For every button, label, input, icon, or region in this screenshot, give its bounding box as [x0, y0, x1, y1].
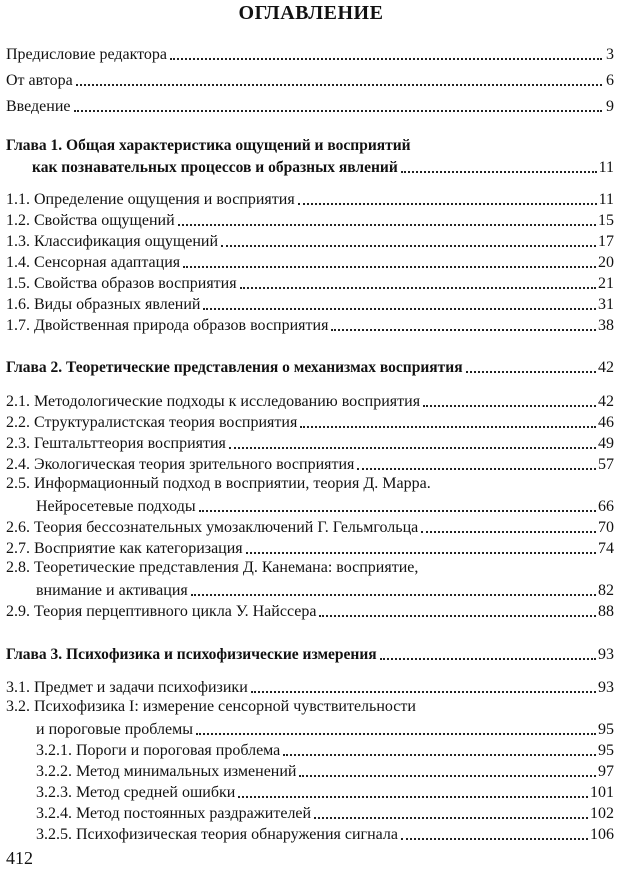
entry-title: 1.1. Определение ощущения и восприятия: [6, 191, 295, 208]
toc-entry: [36, 738, 614, 760]
entry-page: 97: [598, 763, 614, 780]
leader-dots: [300, 425, 596, 428]
toc-entry: [6, 68, 614, 90]
toc-entry: [6, 250, 614, 272]
entry-title: 1.5. Свойства образов восприятия: [6, 275, 237, 292]
entry-page: 20: [598, 254, 614, 271]
toc-entry: [6, 431, 614, 453]
page-number: 412: [6, 848, 33, 868]
entry-page: 82: [598, 582, 614, 599]
toc-entry: [36, 801, 614, 823]
entry-title: От автора: [6, 72, 73, 89]
toc-entry: [36, 759, 614, 781]
leader-dots: [196, 732, 596, 735]
entry-page: 88: [598, 603, 614, 620]
entry-page: 21: [598, 275, 614, 292]
entry-title: 3.1. Предмет и задачи психофизики: [6, 679, 248, 696]
leader-dots: [191, 593, 596, 596]
entry-title: 2.4. Экологическая теория зрительного восприятия: [6, 456, 355, 473]
entry-title: Нейросетевые подходы: [36, 498, 196, 515]
entry-page: 46: [598, 414, 614, 431]
toc-entry: [6, 515, 614, 537]
entry-title: 3.2.2. Метод минимальных изменений: [36, 763, 297, 780]
toc-entry: [36, 780, 614, 802]
leader-dots: [314, 816, 588, 819]
entry-page: 74: [598, 540, 614, 557]
entry-title: 3.2.1. Пороги и пороговая проблема: [36, 742, 281, 759]
entry-title: 1.3. Классификация ощущений: [6, 233, 218, 250]
entry-page: 11: [598, 191, 614, 208]
entry-title: и пороговые проблемы: [36, 721, 193, 738]
leader-dots: [76, 83, 602, 86]
entry-page: 66: [598, 498, 614, 515]
toc-entry: [36, 578, 614, 600]
toc-entry: [6, 292, 614, 314]
entry-page: 15: [598, 212, 614, 229]
toc-entry: [6, 536, 614, 558]
leader-dots: [238, 795, 588, 798]
entry-title: Глава 3. Психофизика и психофизические измерения: [6, 646, 377, 663]
toc-entry: [6, 208, 614, 230]
leader-dots: [331, 328, 596, 331]
entry-title: как познавательных процессов и образных явлений: [32, 159, 398, 176]
leader-dots: [357, 467, 596, 470]
entry-title: 1.2. Свойства ощущений: [6, 212, 175, 229]
leader-dots: [421, 530, 596, 533]
leader-dots: [380, 657, 596, 660]
toc-entry: [6, 675, 614, 697]
leader-dots: [299, 774, 596, 777]
entry-page: 17: [598, 233, 614, 250]
chapter-2-heading: [6, 355, 614, 377]
toc-entry: [6, 410, 614, 432]
leader-dots: [170, 57, 602, 60]
leader-dots: [199, 509, 596, 512]
page-title: ОГЛАВЛЕНИЕ: [238, 2, 384, 24]
entry-title: 2.7. Восприятие как категоризация: [6, 540, 243, 557]
entry-page: 101: [590, 784, 614, 801]
entry-3-2-line1: 3.2. Психофизика I: измерение сенсорной чувствительности: [6, 698, 416, 715]
entry-page: 95: [598, 742, 614, 759]
entry-page: 93: [598, 646, 614, 663]
toc-entry: [6, 389, 614, 411]
entry-page: 31: [598, 296, 614, 313]
toc-entry: [36, 717, 614, 739]
chapter-3-heading: [6, 642, 614, 664]
entry-page: 9: [606, 98, 614, 115]
entry-page: 106: [590, 826, 614, 843]
entry-title: 2.6. Теория бессознательных умозаключений Г. Гельмгольца: [6, 519, 419, 536]
entry-page: 42: [598, 359, 614, 376]
leader-dots: [74, 109, 603, 112]
toc-entry: [6, 452, 614, 474]
leader-dots: [423, 404, 596, 407]
leader-dots: [401, 170, 597, 173]
entry-2-8-line1: 2.8. Теоретические представления Д. Канемана: восприятие,: [6, 559, 419, 576]
toc-entry: [6, 313, 614, 335]
toc-entry: [6, 187, 614, 209]
entry-page: 6: [606, 72, 614, 89]
leader-dots: [319, 614, 596, 617]
chapter-1-heading: [32, 155, 614, 177]
entry-title: 2.2. Структуралистская теория восприятия: [6, 414, 298, 431]
toc-page: [6, 0, 616, 878]
entry-page: 38: [598, 317, 614, 334]
entry-page: 93: [598, 679, 614, 696]
entry-title: 2.9. Теория перцептивного цикла У. Найссера: [6, 603, 317, 620]
entry-page: 70: [598, 519, 614, 536]
entry-page: 57: [598, 456, 614, 473]
leader-dots: [401, 837, 588, 840]
leader-dots: [298, 202, 597, 205]
chapter-1-heading-line1: Глава 1. Общая характеристика ощущений и восприятий: [6, 137, 411, 154]
entry-title: 3.2.4. Метод постоянных раздражителей: [36, 805, 312, 822]
entry-title: 1.7. Двойственная природа образов восприятия: [6, 317, 329, 334]
leader-dots: [251, 690, 596, 693]
entry-title: 2.1. Методологические подходы к исследованию восприятия: [6, 393, 421, 410]
entry-title: Введение: [6, 98, 71, 115]
entry-page: 42: [598, 393, 614, 410]
entry-title: 1.6. Виды образных явлений: [6, 296, 201, 313]
toc-entry: [36, 822, 614, 844]
entry-page: 95: [598, 721, 614, 738]
leader-dots: [178, 223, 596, 226]
toc-entry: [6, 229, 614, 251]
leader-dots: [283, 753, 596, 756]
entry-page: 3: [606, 46, 614, 63]
entry-title: 1.4. Сенсорная адаптация: [6, 254, 181, 271]
leader-dots: [466, 370, 596, 373]
toc-entry: [36, 494, 614, 516]
entry-page: 49: [598, 435, 614, 452]
leader-dots: [229, 446, 596, 449]
entry-page: 102: [590, 805, 614, 822]
entry-title: Предисловие редактора: [6, 46, 168, 63]
toc-entry: [6, 599, 614, 621]
leader-dots: [203, 307, 596, 310]
entry-title: внимание и активация: [36, 582, 188, 599]
entry-title: 2.3. Гештальттеория восприятия: [6, 435, 226, 452]
leader-dots: [221, 244, 596, 247]
leader-dots: [183, 265, 596, 268]
entry-title: Глава 2. Теоретические представления о механизмах восприятия: [6, 359, 463, 376]
entry-title: 3.2.3. Метод средней ошибки: [36, 784, 236, 801]
entry-title: 3.2.5. Психофизическая теория обнаружения сигнала: [36, 826, 399, 843]
leader-dots: [240, 286, 596, 289]
entry-2-5-line1: 2.5. Информационный подход в восприятии, теория Д. Марра.: [6, 475, 431, 492]
toc-entry: [6, 271, 614, 293]
toc-entry: [6, 94, 614, 116]
leader-dots: [246, 551, 596, 554]
toc-entry: [6, 42, 614, 64]
entry-page: 11: [598, 159, 614, 176]
